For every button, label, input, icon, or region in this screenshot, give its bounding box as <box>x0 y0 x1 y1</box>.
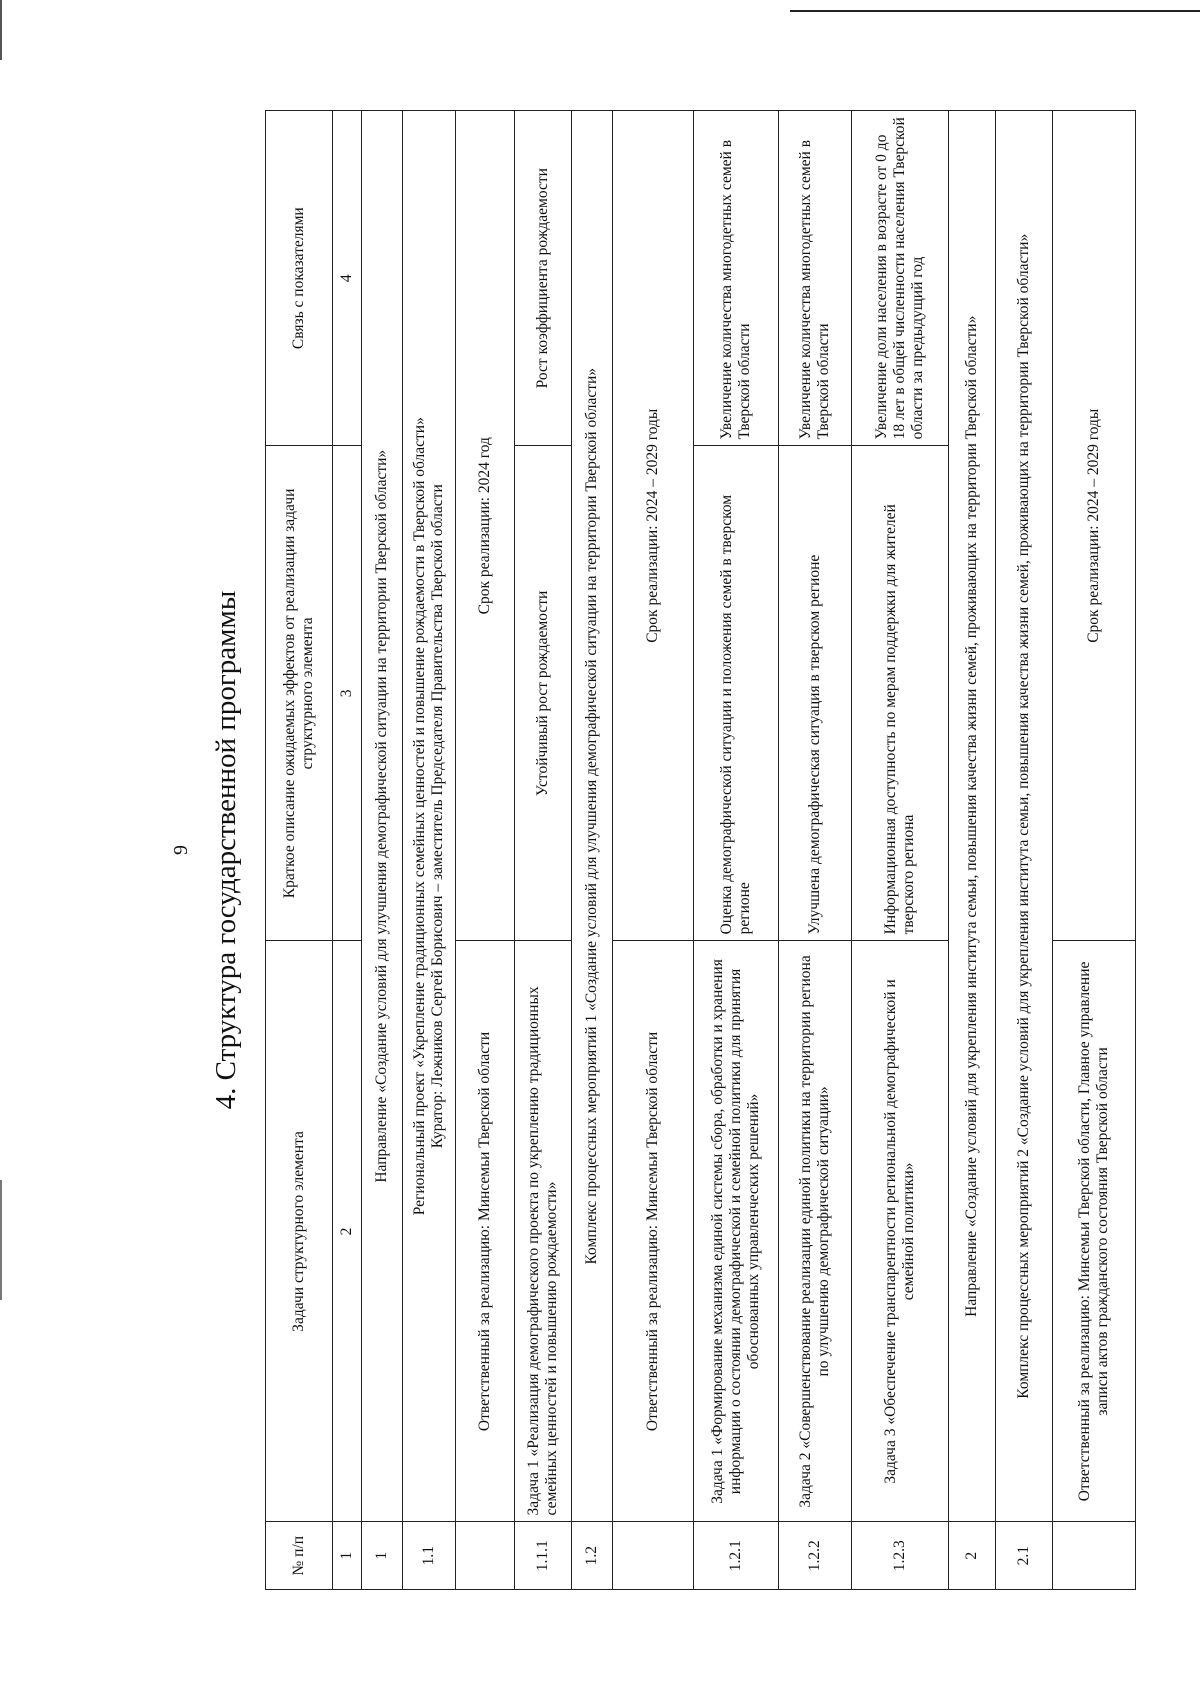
regional-project-curator: Куратор: Лежников Сергей Борисович – заместитель Председателя Правительства Тверской области <box>429 484 446 1149</box>
table-row <box>996 111 1053 1590</box>
colnum-4: 4 <box>333 111 362 446</box>
term-cell: Срок реализации: 2024 – 2029 годы <box>613 111 694 941</box>
program-structure-table <box>265 110 1136 1590</box>
colnum-2: 2 <box>333 941 362 1522</box>
complex-1-text: Комплекс процессных мероприятий 1 «Создание условий для улучшения демографической ситуации на территории Тверской области» <box>572 111 613 1522</box>
responsible-cell: Ответственный за реализацию: Минсемьи Тверской области <box>613 941 694 1522</box>
row-number: 1.1.1 <box>515 1522 572 1590</box>
rotated-page <box>170 80 1111 1620</box>
row-number: 2 <box>949 1522 996 1590</box>
row-number: 2.1 <box>996 1522 1053 1590</box>
task-effect: Оценка демографической ситуации и положения семей в тверском регионе <box>694 446 779 941</box>
task-link: Рост коэффициента рождаемости <box>515 111 572 446</box>
responsible-cell: Ответственный за реализацию: Минсемьи Тверской области <box>456 941 515 1522</box>
regional-project-title: Региональный проект «Укрепление традиционных семейных ценностей и повышение рождаемости в Тверской области» <box>410 417 428 1216</box>
task-link: Увеличение количества многодетных семей в Тверской области <box>779 111 852 446</box>
task-effect: Улучшена демографическая ситуация в тверском регионе <box>779 446 852 941</box>
term-cell: Срок реализации: 2024 год <box>456 111 515 941</box>
header-effects: Краткое описание ожидаемых эффектов от реализации задачи структурного элемента <box>266 446 333 941</box>
row-number: 1.2.3 <box>852 1522 949 1590</box>
colnum-3: 3 <box>333 446 362 941</box>
table-row <box>852 111 949 1590</box>
term-cell: Срок реализации: 2024 – 2029 годы <box>1053 111 1136 941</box>
table-row <box>403 111 456 1590</box>
row-number: 1.2.2 <box>779 1522 852 1590</box>
row-number: 1.1 <box>403 1522 456 1590</box>
row-number-empty <box>456 1522 515 1590</box>
row-number: 1 <box>362 1522 403 1590</box>
task-effect: Устойчивый рост рождаемости <box>515 446 572 941</box>
header-tasks: Задачи структурного элемента <box>266 941 333 1522</box>
table-row <box>613 111 694 1590</box>
row-number: 1.2 <box>572 1522 613 1590</box>
row-number: 1.2.1 <box>694 1522 779 1590</box>
table-row <box>515 111 572 1590</box>
page-title: 4. Структура государственной программы <box>210 590 242 1110</box>
scan-edge-line <box>790 10 1200 12</box>
task-effect: Информационная доступность по мерам поддержки для жителей тверского региона <box>852 446 949 941</box>
task-link: Увеличение количества многодетных семей в Тверской области <box>694 111 779 446</box>
complex-2-text: Комплекс процессных мероприятий 2 «Создание условий для укрепления института семьи, повышения качества жизни семей, проживающих на территории Тверской области» <box>996 111 1053 1522</box>
table-row <box>362 111 403 1590</box>
header-row <box>266 111 333 1590</box>
task-text: Задача 3 «Обеспечение транспарентности региональной демографической и семейной политики» <box>852 941 949 1522</box>
page-number: 9 <box>170 845 192 855</box>
direction-1-text: Направление «Создание условий для улучшения демографической ситуации на территории Тверской области» <box>362 111 403 1522</box>
table-row <box>572 111 613 1590</box>
table-row <box>949 111 996 1590</box>
column-number-row <box>333 111 362 1590</box>
colnum-1: 1 <box>333 1522 362 1590</box>
regional-project-cell <box>403 111 456 1522</box>
header-num: № п/п <box>266 1522 333 1590</box>
table-row <box>694 111 779 1590</box>
row-number-empty <box>613 1522 694 1590</box>
table-row <box>456 111 515 1590</box>
header-link: Связь с показателями <box>266 111 333 446</box>
direction-2-text: Направление «Создание условий для укрепления института семьи, повышения качества жизни семей, проживающих на территории Тверской области» <box>949 111 996 1522</box>
task-text: Задача 1 «Реализация демографического проекта по укреплению традиционных семейных ценностей и повышению рождаемости» <box>515 941 572 1522</box>
responsible-cell: Ответственный за реализацию: Минсемьи Тверской области, Главное управление записи актов гражданского состояния Тверской области <box>1053 941 1136 1522</box>
scan-edge-line-left-lower <box>0 1180 2 1300</box>
task-text: Задача 1 «Формирование механизма единой системы сбора, обработки и хранения информации о состоянии демографической и семейной политики для принятия обоснованных управленческих решений» <box>694 941 779 1522</box>
row-number-empty <box>1053 1522 1136 1590</box>
scan-edge-line-left <box>0 0 2 60</box>
task-link: Увеличение доли населения в возрасте от 0 до 18 лет в общей численности населения Тверской области за предыдущий год <box>852 111 949 446</box>
table-row <box>779 111 852 1590</box>
table-row <box>1053 111 1136 1590</box>
task-text: Задача 2 «Совершенствование реализации единой политики на территории региона по улучшению демографической ситуации» <box>779 941 852 1522</box>
